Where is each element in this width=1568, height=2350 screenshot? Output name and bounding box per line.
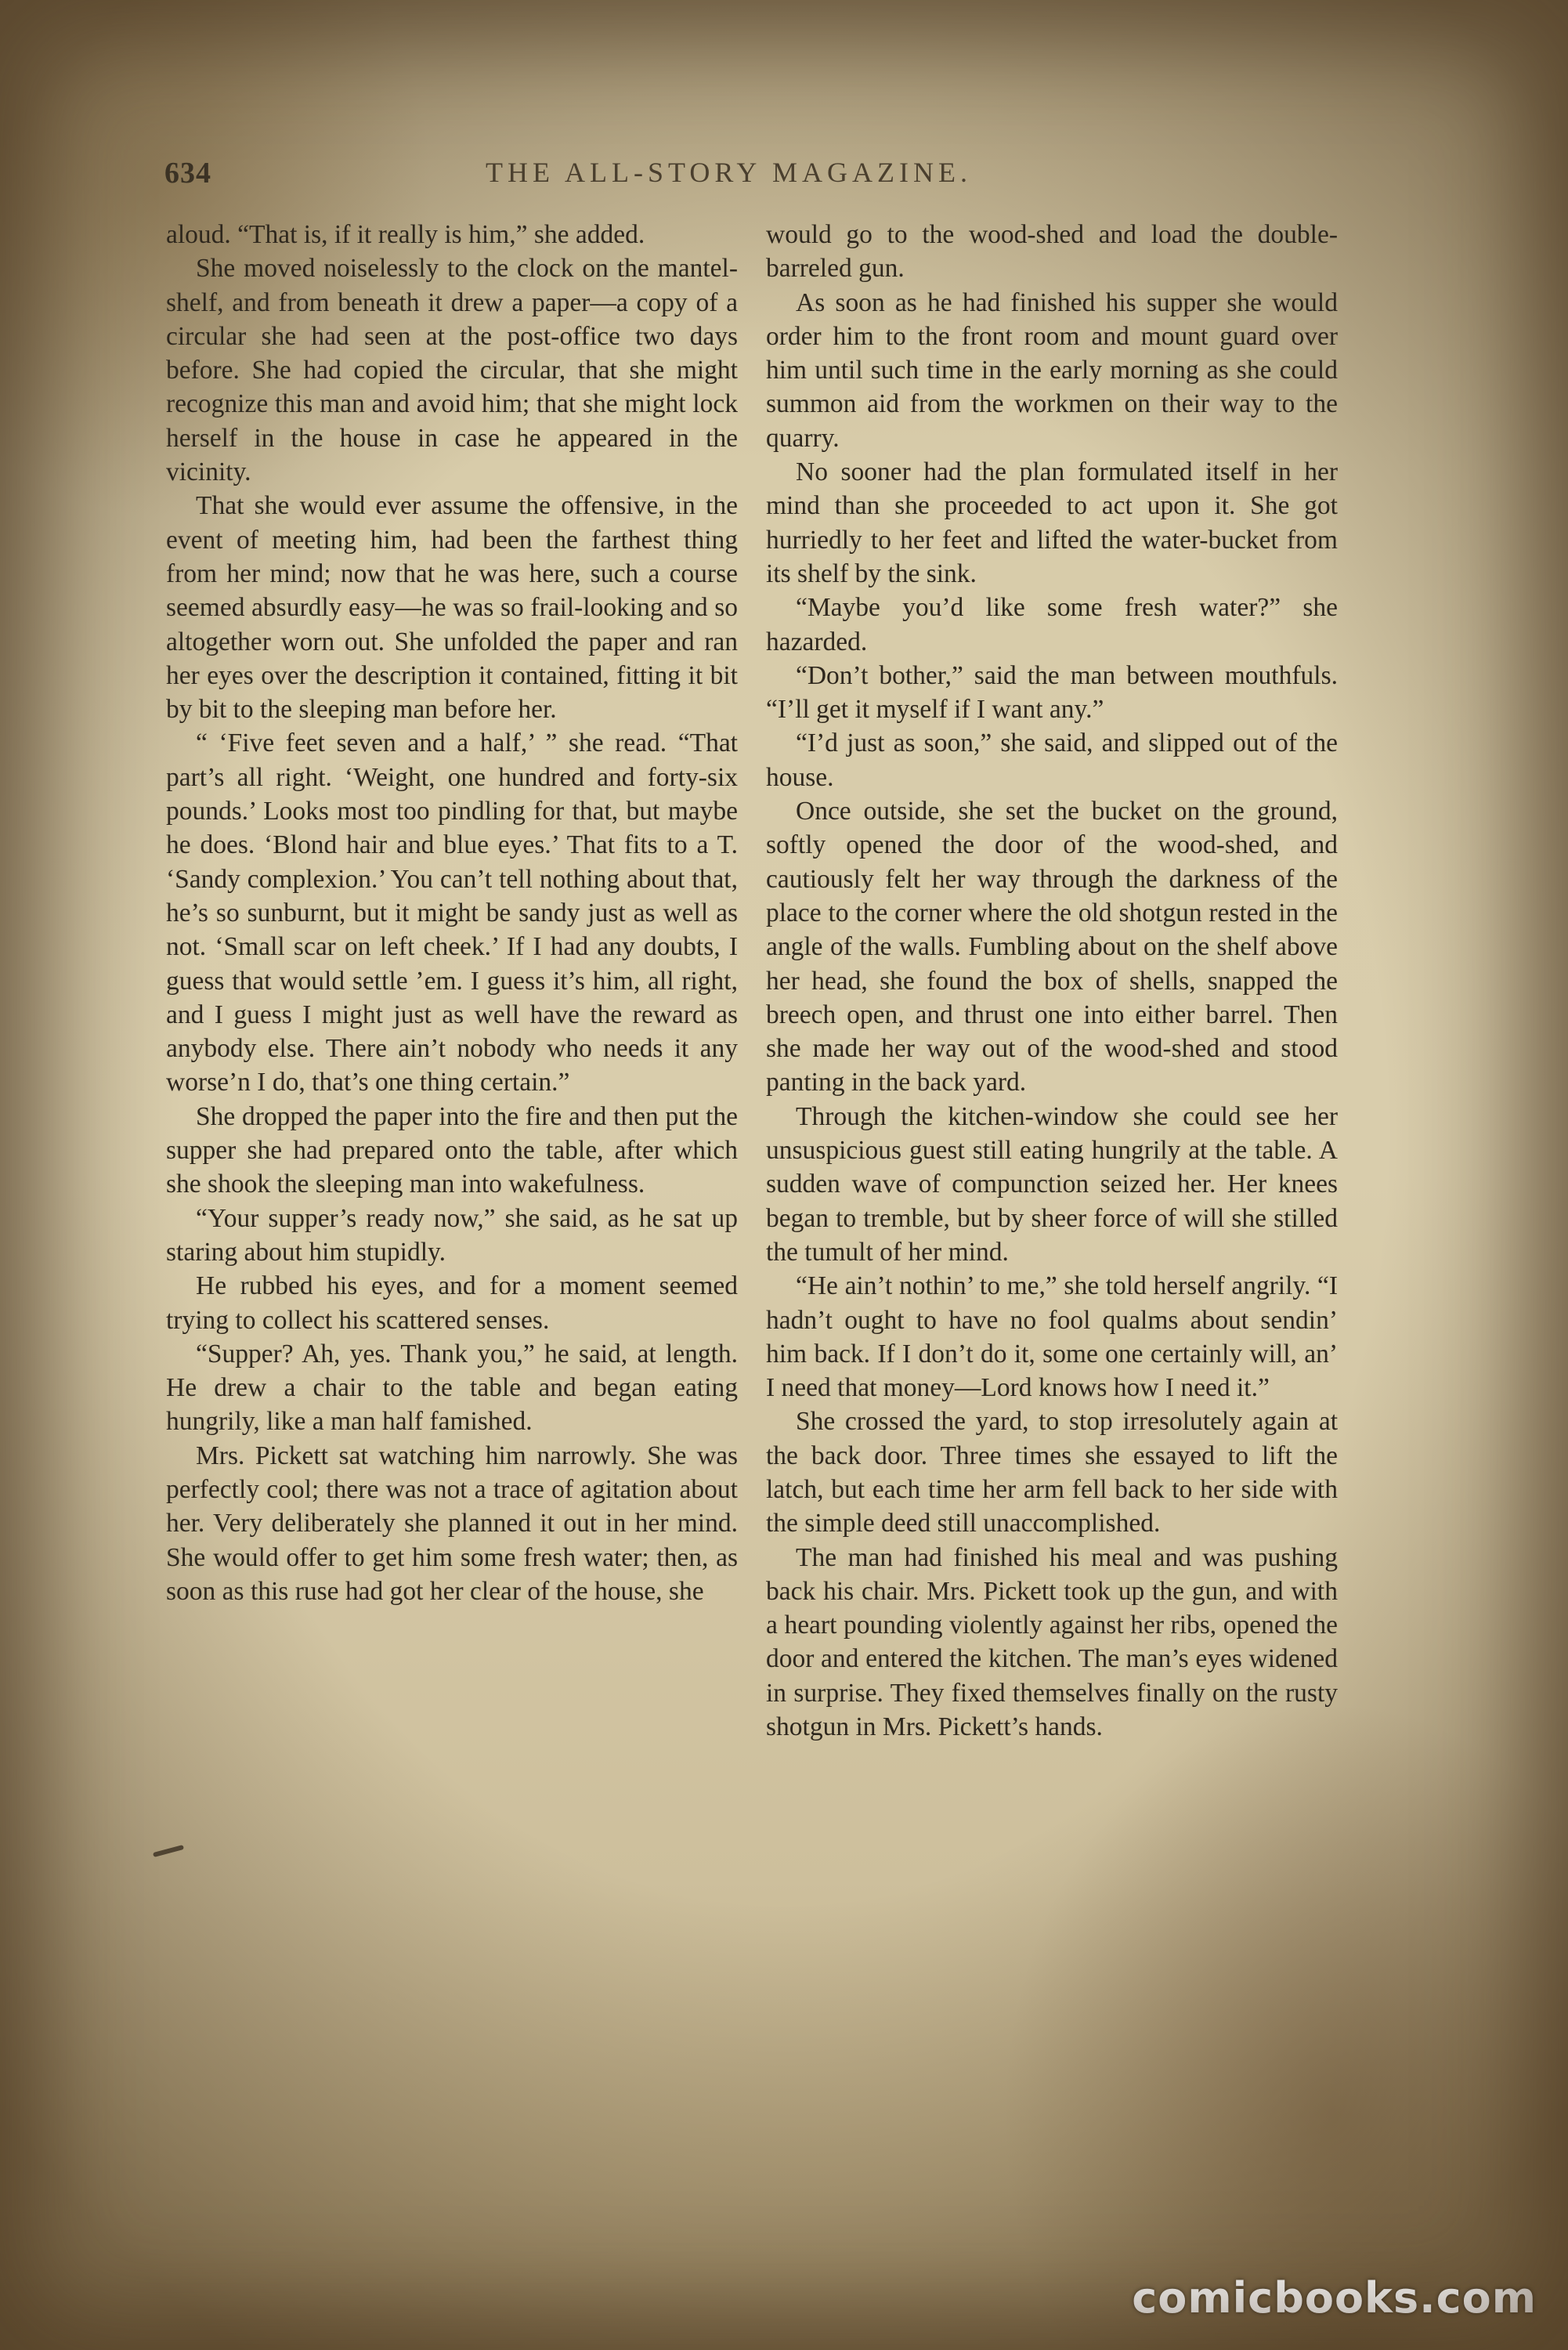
paragraph: would go to the wood-shed and load the double-barreled gun. — [766, 220, 1338, 284]
page-header — [164, 153, 1339, 200]
paragraph: “He ain’t nothin’ to me,” she told herself angrily. “I hadn’t ought to have no fool qualms about sendin’ him back. If I don’t do it, some one certainly will, an’ I need that money—Lord knows how I need it.” — [766, 1271, 1338, 1403]
watermark: comicbooks.com — [1132, 2273, 1537, 2323]
running-head: THE ALL-STORY MAGAZINE. — [486, 157, 972, 188]
paragraph: aloud. “That is, if it really is him,” she added. — [166, 220, 645, 249]
paragraph: She dropped the paper into the fire and then put the supper she had prepared onto the table, after which she shook the sleeping man into wakefulness. — [166, 1101, 738, 1199]
paragraph: “ ‘Five feet seven and a half,’ ” she read. “That part’s all right. ‘Weight, one hundred and forty-six pounds.’ Looks most too pindling for that, but maybe he does. ‘Blond hair and blue eyes.’ That fits to a T. ‘Sandy complexion.’ You can’t tell nothing about that, he’s so sunburnt, but it might be sandy just as well as not. ‘Small scar on left cheek.’ If I had any doubts, I guess that would settle ’em. I guess it’s him, all right, and I guess I might just as well have the reward as anybody else. There ain’t nobody who needs it any worse’n I do, that’s one thing certain.” — [166, 728, 738, 1097]
paragraph: “I’d just as soon,” she said, and slipped out of the house. — [766, 728, 1338, 792]
left-column — [166, 218, 738, 1608]
paragraph: She moved noiselessly to the clock on the mantel-shelf, and from beneath it drew a paper—a copy of a circular she had seen at the post-office two days before. She had copied the circular, that she might recognize this man and avoid him; that she might lock herself in the house in case he appeared in the vicinity. — [166, 254, 738, 487]
paragraph: Once outside, she set the bucket on the ground, softly opened the door of the wood-shed, and cautiously felt her way through the darkness of the place to the corner where the old shotgun rested in the angle of the walls. Fumbling about on the shelf above her head, she found the box of shells, snapped the breech open, and thrust one into either barrel. Then she made her way out of the wood-shed and stood panting in the back yard. — [766, 797, 1338, 1097]
paragraph: She crossed the yard, to stop irresolutely again at the back door. Three times she essayed to lift the latch, but each time her arm fell back to her side with the simple deed still unaccomplished. — [766, 1407, 1338, 1538]
paragraph: He rubbed his eyes, and for a moment seemed trying to collect his scattered senses. — [166, 1271, 738, 1335]
paragraph: The man had finished his meal and was pushing back his chair. Mrs. Pickett took up the gun, and with a heart pounding violently against her ribs, opened the door and entered the kitchen. The man’s eyes widened in surprise. They fixed themselves finally on the rusty shotgun in Mrs. Pickett’s hands. — [766, 1542, 1338, 1742]
paragraph: “Supper? Ah, yes. Thank you,” he said, at length. He drew a chair to the table and began eating hungrily, like a man half famished. — [166, 1339, 738, 1437]
paragraph: “Don’t bother,” said the man between mouthfuls. “I’ll get it myself if I want any.” — [766, 660, 1338, 725]
paragraph: Mrs. Pickett sat watching him narrowly. She was perfectly cool; there was not a trace of agitation about her. Very deliberately she planned it out in her mind. She would offer to get him some fresh water; then, as soon as this ruse had got her clear of the house, she — [166, 1441, 738, 1606]
pencil-mark — [153, 1845, 184, 1857]
paragraph: “Maybe you’d like some fresh water?” she hazarded. — [766, 593, 1338, 656]
paragraph: That she would ever assume the offensive, in the event of meeting him, had been the farthest thing from her mind; now that he was here, such a course seemed absurdly easy—he was so frail-looking and so altogether worn out. She unfolded the paper and ran her eyes over the description it contained, fitting it bit by bit to the sleeping man before her. — [166, 491, 738, 725]
page-number: 634 — [164, 157, 211, 190]
paragraph: As soon as he had finished his supper she would order him to the front room and mount guard over him until such time in the early morning as she could summon aid from the workmen on their way to the quarry. — [766, 287, 1338, 453]
right-column — [766, 218, 1338, 1744]
paragraph: “Your supper’s ready now,” she said, as he sat up staring about him stupidly. — [166, 1203, 738, 1267]
paragraph: Through the kitchen-window she could see her unsuspicious guest still eating hungrily at the table. A sudden wave of compunction seized her. Her knees began to tremble, but by sheer force of will she stilled the tumult of her mind. — [766, 1101, 1338, 1267]
paragraph: No sooner had the plan formulated itself in her mind than she proceeded to act upon it. She got hurriedly to her feet and lifted the water-bucket from its shelf by the sink. — [766, 457, 1338, 588]
